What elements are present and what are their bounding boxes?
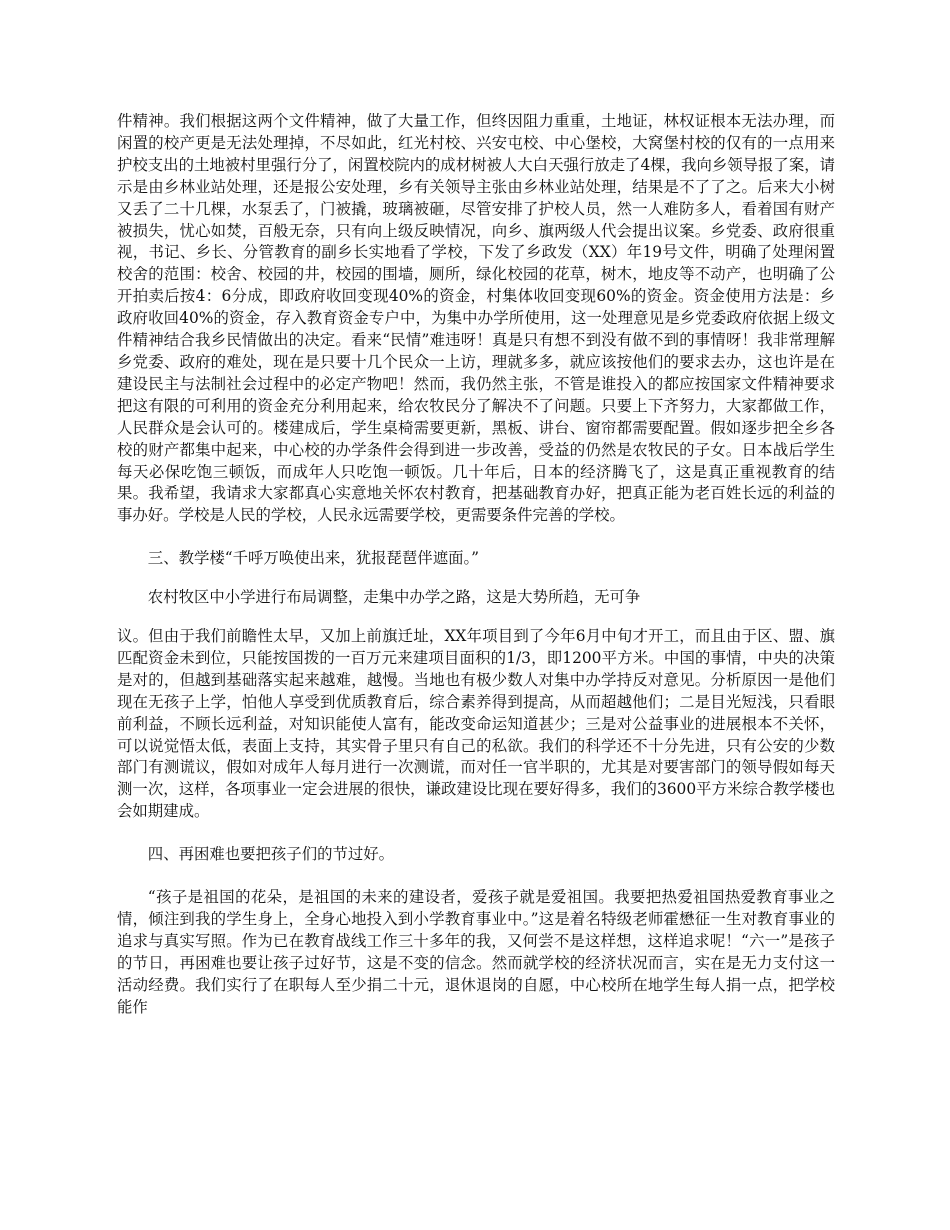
section-heading-3: 三、教学楼“千呼万唤使出来，犹报琵琶伴遮面。” (147, 549, 480, 568)
paragraph-1: 件精神。我们根据这两个文件精神，做了大量工作，但终因阻力重重，土地证，林权证根本无法办理，而闲置的校产更是无法处理掉，不尽如此，红光村校、兴安屯校、中心堡校，大窝堡村校的仅有的一点用来护校支出的土地被村里强行分了，闲置校院内的成材树被人大白天强行放走了4棵，我向乡领导报了案，请示是由乡林业站处理，还是报公安处理，乡有关领导主张由乡林业站处理，结果是不了了之。后来大小树又丢了二十几棵，水泵丢了，门被撬，玻璃被砸，尽管安排了护校人员，然一人难防多人，看着国有财产被损失，忧心如焚，百般无奈，只有向上级反映情况，向乡、旗两级人代会提出议案。乡党委、政府很重视，书记、乡长、分管教育的副乡长实地看了学校，下发了乡政发（XX）年19号文件，明确了处理闲置校舍的范围：校舍、校园的井，校园的围墙，厕所，绿化校园的花草，树木，地皮等不动产，也明确了公开拍卖后按4：6分成，即政府收回变现40%的资金，村集体收回变现60%的资金。资金使用方法是：乡政府收回40%的资金，存入教育资金专户中，为集中办学所使用，这一处理意见是乡党委政府依据上级文件精神结合我乡民情做出的决定。看来“民情”难违呀！真是只有想不到没有做不到的事情呀！我非常理解乡党委、政府的难处，现在是只要十几个民众一上访，理就多多，就应该按他们的要求去办，这也许是在建设民主与法制社会过程中的必定产物吧！然而，我仍然主张，不管是谁投入的都应按国家文件精神要求把这有限的可利用的资金充分利用起来，给农牧民分了解决不了问题。只要上下齐努力，大家都做工作，人民群众是会认可的。楼建成后，学生桌椅需要更新，黑板、讲台、窗帘都需要配置。假如逐步把全乡各校的财产都集中起来，中心校的办学条件会得到进一步改善，受益的仍然是农牧民的子女。日本战后学生每天必保吃饱三顿饭，而成年人只吃饱一顿饭。几十年后，日本的经济腾飞了，这是真正重视教育的结果。我希望，我请求大家都真心实意地关怀农村教育，把基础教育办好，把真正能为老百姓长远的利益的事办好。学校是人民的学校，人民永远需要学校，更需要条件完善的学校。 (117, 112, 835, 525)
section-heading-4: 四、再困难也要把孩子们的节过好。 (147, 845, 395, 864)
paragraph-3: 议。但由于我们前瞻性太早，又加上前旗迁址，XX年项目到了今年6月中旬才开工，而且由于区、盟、旗匹配资金未到位，只能按国拨的一百万元来建项目面积的1/3，即1200平方米。中国的事情，中央的决策是对的，但越到基础落实起来越难，越慢。当地也有极少数人对集中办学持反对意见。分析原因一是他们现在无孩子上学，怕他人享受到优质教育后，综合素养得到提高，从而超越他们；二是目光短浅，只看眼前利益，不顾长远利益，对知识能使人富有，能改变命运知道甚少；三是对公益事业的进展根本不关怀，可以说觉悟太低，表面上支持，其实骨子里只有自己的私欲。我们的科学还不十分先进，只有公安的少数部门有测谎议，假如对成年人每月进行一次测谎，而对任一官半职的，尤其是对要害部门的领导假如每天测一次，这样，各项事业一定会进展的很快，谦政建设比现在要好得多，我们的3600平方米综合教学楼也会如期建成。 (117, 627, 835, 821)
paragraph-4: “孩子是祖国的花朵，是祖国的未来的建设者，爱孩子就是爱祖国。我要把热爱祖国热爱教育事业之情，倾注到我的学生身上，全身心地投入到小学教育事业中。”这是着名特级老师霍懋征一生对教育事业的追求与真实写照。作为已在教育战线工作三十多年的我，又何尝不是这样想，这样追求呢！“六一”是孩子的节日，再困难也要让孩子过好节，这是不变的信念。然而就学校的经济状况而言，实在是无力支付这一活动经费。我们实行了在职每人至少捐二十元，退休退岗的自愿，中心校所在地学生每人捐一点，把学校能作 (117, 888, 835, 1016)
document-page (117, 111, 835, 1019)
paragraph-2: 农村牧区中小学进行布局调整，走集中办学之路，这是大势所趋，无可争 (147, 588, 641, 607)
